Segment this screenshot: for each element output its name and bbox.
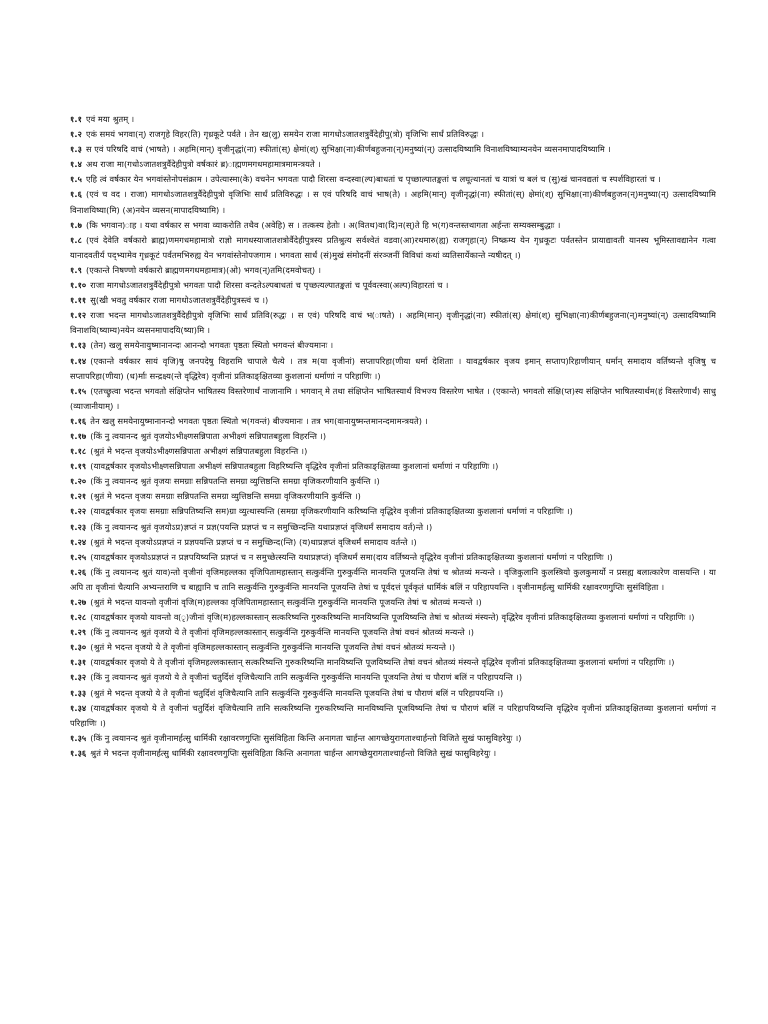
paragraph-text: (एतच्छ्रुत्वा भदन्त भगवतो संक्षिप्तेन भाषितस्य विस्तरेणार्थं नाजानामि । भगवान् मे तथा संक्षिप्तेन भाषितस्यार्थं विभज्य विस्तरेण भाषेत । (एकान्ते) भगवतो संक्षि(प्त)स्य संक्षिप्तेन भाषितस्यार्थम(हं विस्तरेणार्थं) साधु (व्याजानीयाम्) । bbox=[70, 385, 716, 411]
paragraph-number: १.२४ bbox=[70, 536, 87, 547]
paragraph-number: १.२० bbox=[70, 476, 87, 487]
paragraph-number: १.१६ bbox=[70, 415, 87, 426]
paragraph bbox=[70, 550, 716, 565]
paragraph-number: १.२१ bbox=[70, 491, 87, 502]
paragraph-text: तेन खलु समयेनायुष्मानानन्दो भगवतः पृष्ठतः स्थितो भ(गवन्तं) बीज्यमानः । तत्र भग(वानायुष्मन्तमानन्दमामन्त्रयते) । bbox=[90, 415, 428, 426]
paragraph-text: (यावद्वर्षकार वृजयो यावन्तो व(ृ)जीनां वृजि(म)हल्लकास्तान् सत्करिष्यन्ति गुरुकरिष्यन्ति मानयिष्यन्ति पूजयिष्यन्ति तेषां च श्रोतव्यं मंस्यन्ते) वृद्धिरेव वृजीनां प्रतिकाङ्क्षितव्या कुशलानां धर्माणां न परिहाणिः ।) bbox=[90, 612, 695, 623]
paragraph-text: (यावद्वर्षकार वृजयः समग्राः सन्निपतिष्यन्ति सम)ग्रा व्युत्थास्यन्ति (समग्रा वृजिकरणीयानि करिष्यन्ति वृद्धिरेव वृजीनां प्रतिकाङ्क्षितव्या कुशलानां धर्माणां न परिहाणिः ।) bbox=[90, 506, 573, 517]
paragraph-number: १.२८ bbox=[70, 612, 87, 623]
paragraph bbox=[70, 278, 716, 293]
paragraph-number: १.६ bbox=[70, 189, 82, 200]
paragraph bbox=[70, 655, 716, 670]
paragraph-number: १.२ bbox=[70, 129, 82, 140]
paragraph-number: १.२६ bbox=[70, 566, 87, 577]
paragraph bbox=[70, 459, 716, 474]
paragraph-text: (श्रुतं मे भदन्त यावन्तो वृजीनां वृजि(म)हल्लका वृजिपितामहास्तान् सत्कुर्वन्ति गुरुकुर्वन्ति मानयन्ति पूजयन्ति तेषां च श्रोतव्यं मन्यन्ते ।) bbox=[90, 597, 482, 607]
paragraph-text: (यावद्वर्षकार वृजयोऽप्रज्ञप्तं न प्रज्ञपयिष्यन्ति प्रज्ञप्तं च न समुच्छेत्स्यन्ति यथाप्रज्ञप्तं) वृजिधर्मं समा(दाय वर्तिष्यन्ते वृद्धिरेव वृजीनां प्रतिकाङ्क्षितव्या कुशलानां धर्माणां न परिहाणिः ।) bbox=[90, 551, 613, 562]
paragraph-text: (किं नु त्वयानन्द श्रुतं याव)न्तो वृजीनां वृजिमहल्लका वृजिपितामहास्तान् सत्कुर्वन्ति गुरुकुर्वन्ति मानयन्ति पूजयन्ति तेषां च श्रोतव्यं मन्यन्ते । वृजिकुलानि कुलस्त्रियो कुलकुमार्यो न प्रसह्य बलात्कारेण वासयन्ति । या अपि ता वृजीनां चैत्यानि अभ्यन्तराणि च बाह्यानि च तानि सत्कुर्वन्ति गुरुकुर्वन्ति मानयन्ति पूजयन्ति तेषां च पूर्वदत्तं पूर्वकृतं धार्मिकं बलिं न परिहापयन्ति । वृजीनामर्हत्सु धार्मिकी रक्षावरणगुप्तिः सुसंविहिता । bbox=[70, 566, 716, 592]
paragraph bbox=[70, 187, 716, 217]
paragraph bbox=[70, 218, 716, 233]
paragraph-number: १.३० bbox=[70, 642, 87, 653]
paragraph bbox=[70, 731, 716, 746]
paragraph-text: राजा भदन्त मागधोऽजातशत्रुर्वैदेहीपुत्रो वृजिभिः सार्धं प्रतिवि(रुद्धः । स एवं) परिषदि वाचं भ(ाषते) । अहमि(मान्) वृजीनृद्धां(ना) स्फीतां(स्) क्षेमां(श्) सुभिक्षा(ना)कीर्णबहुजना(न्)मनुष्यां(न्) उत्सादयिष्यामि विनाशयि(ष्याम्य)नयेन व्यसनमापादयि(ष्या)मि । bbox=[70, 310, 716, 336]
paragraph-text: (यावद्वर्षकार वृजयोऽभीक्ष्णसन्निपाता अभीक्ष्णं सन्निपातबहुला विहरिष्यन्ति वृद्धिरेव वृजीनां प्रतिकाङ्क्षितव्या कुशलानां धर्माणां न परिहाणिः ।) bbox=[90, 461, 499, 472]
paragraph bbox=[70, 520, 716, 535]
paragraph-number: १.२३ bbox=[70, 521, 87, 532]
paragraph bbox=[70, 625, 716, 640]
paragraph bbox=[70, 233, 716, 263]
paragraph-text: (तेन) खलु समयेनायुष्मानानन्दः आनन्दो भगवतः पृष्ठतः स्थितो भगवन्तं बीज्यमानः । bbox=[90, 340, 334, 351]
paragraph-text: (किं नु त्वयानन्द श्रुतं वृजयः समग्राः सन्निपतन्ति समग्रा व्युत्तिष्ठन्ति समग्रा वृजिकरणीयानि कुर्वन्ति ।) bbox=[90, 476, 380, 487]
paragraph bbox=[70, 263, 716, 278]
paragraph-text: (एवं च वद । राजा) मागधोऽजातशत्रुर्वैदेहीपुत्रो वृजिभिः सार्धं प्रतिविरुद्धः । स एवं परिषदि वाचं भाष(ते) । अहमि(मान्) वृजीनृद्धां(ना) स्फीतां(स्) क्षेमां(श्) सुभिक्षा(ना)कीर्णबहुजन(न्)मनुष्या(न्) उत्सादयिष्यामि विनाशयिष्या(मि) (अ)नयेन व्यसन(मापादयिष्यामि) । bbox=[70, 189, 716, 215]
paragraph-number: १.८ bbox=[70, 234, 82, 245]
paragraph-number: १.३१ bbox=[70, 657, 87, 668]
paragraph-text: (किं नु त्वयानन्द श्रुतं वृजीनामर्हत्सु धार्मिकी रक्षावरणगुप्तिः सुसंविहिता किन्ति अनागता चार्हन्त आगच्छेयुरागताश्चार्हन्तो विजिते सुखं फासुविहरेयुः ।) bbox=[90, 732, 522, 743]
paragraph bbox=[70, 293, 716, 308]
paragraph-text: स एवं परिषदि वाचं (भाषते) । अहमि(मान्) वृजीनृद्धां(ना) स्फीतां(स्) क्षेमां(श्) सुभिक्षा(ना)कीर्णबहुजना(न्)मनुष्यां(न्) उत्सादयिष्यामि विनाशयिष्याम्यनयेन व्यसनमापादयिष्यामि । bbox=[85, 144, 611, 155]
paragraph-text: राजा मागधोऽजातशत्रुर्वैदेहीपुत्रो भगवतः पादौ शिरसा वन्दतेऽल्पबाधतां च पृच्छत्यल्पातङ्कतां च पूर्ववत्स्वा(अल्प)विहारतां च । bbox=[90, 280, 449, 291]
paragraph-text: एहि त्वं वर्षकार येन भगवांस्तेनोपसंक्राम । उपेत्यास्मा(के) वचनेन भगवतः पादौ शिरसा वन्दस्वा(ल्प)बाधतां च पृच्छाल्पातङ्कतां च लघूत्थानतां च यात्रां च बलं च (सु)खं चानवद्यतां च स्पर्शविहारतां च । bbox=[85, 174, 661, 185]
paragraph-number: १.५ bbox=[70, 174, 82, 185]
paragraph-text: (किं नु त्वयानन्द श्रुतं वृजयोऽप्र)ज्ञप्तं न प्रज्ञ(पयन्ति प्रज्ञप्तं च न समुच्छिन्दन्ति यथाप्रज्ञप्तं वृजिधर्मं समादाय वर्त)न्ते ।) bbox=[90, 521, 433, 532]
paragraph-text: (यावद्वर्षकार वृजयो ये ते वृजीनां वृजिमहल्लकास्तान् सत्करिष्यन्ति गुरुकरिष्यन्ति मानयिष्यन्ति पूजयिष्यन्ति तेषां वचनं श्रोतव्यं मंस्यन्ते वृद्धिरेव वृजीनां प्रतिकाङ्क्षितव्या कुशलानां धर्माणां न परिहाणिः ।) bbox=[90, 657, 675, 668]
paragraph bbox=[70, 172, 716, 187]
paragraph-text: श्रुतं मे भदन्त वृजीनामर्हत्सु धार्मिकी रक्षावरणगुप्तिः सुसंविहिता किन्ति अनागता चार्हन्त आगच्छेयुरागताश्चार्हन्तो विजिते सुखं फासुविहरेयुः । bbox=[90, 747, 497, 758]
paragraph bbox=[70, 444, 716, 459]
paragraph bbox=[70, 429, 716, 444]
paragraph-number: १.१८ bbox=[70, 446, 87, 457]
paragraph-number: १.१४ bbox=[70, 355, 87, 366]
paragraph-text: (किं नु त्वयानन्द श्रुतं वृजयो ये ते वृजीनां वृजिमहल्लकास्तान् सत्कुर्वन्ति गुरुकुर्वन्ति मानयन्ति पूजयन्ति तेषां वचनं श्रोतव्यं मन्यन्ते ।) bbox=[90, 627, 474, 638]
paragraph-number: १.१३ bbox=[70, 340, 87, 351]
paragraph-number: १.१ bbox=[70, 114, 82, 124]
paragraph-number: १.३३ bbox=[70, 687, 87, 698]
paragraph bbox=[70, 489, 716, 504]
paragraph bbox=[70, 640, 716, 655]
paragraph-text: (किं नु त्वयानन्द श्रुतं वृजयोऽभीक्ष्णसन्निपाता अभीक्ष्णं सन्निपातबहुला विहरन्ति ।) bbox=[90, 430, 327, 441]
paragraph bbox=[70, 701, 716, 731]
paragraph-number: १.२२ bbox=[70, 506, 87, 517]
paragraph bbox=[70, 474, 716, 489]
paragraph-number: १.३६ bbox=[70, 747, 87, 758]
document-body bbox=[70, 112, 716, 761]
paragraph bbox=[70, 746, 716, 761]
paragraph-number: १.९ bbox=[70, 264, 82, 275]
paragraph-text: एकं समयं भगवा(न्) राजगृहे विहर(ति) गृध्रकूटे पर्वते । तेन ख(लु) समयेन राजा मागधोऽजातशत्रुर्वैदेहीपु(त्रो) वृजिभिः सार्धं प्रतिविरुद्धः । bbox=[85, 129, 485, 140]
paragraph bbox=[70, 504, 716, 519]
paragraph-number: १.३ bbox=[70, 144, 82, 155]
paragraph-text: (श्रुतं मे भदन्त वृजयोऽप्रज्ञप्तं न प्रज्ञपयन्ति प्रज्ञप्तं च न समुच्छिन्द(न्ति) (य)थाप्रज्ञप्तं वृजिधर्मं समादाय वर्तन्ते ।) bbox=[90, 536, 417, 547]
paragraph-text: (श्रुतं मे भदन्त वृजयोऽभीक्ष्णसन्निपाता अभीक्ष्णं सन्निपातबहुला विहरन्ति ।) bbox=[90, 446, 308, 457]
paragraph bbox=[70, 535, 716, 550]
paragraph-number: १.१५ bbox=[70, 385, 87, 396]
paragraph-number: १.७ bbox=[70, 219, 82, 230]
paragraph-number: १.१० bbox=[70, 280, 87, 291]
paragraph-number: १.३२ bbox=[70, 672, 87, 683]
paragraph-text: (श्रुतं मे भदन्त वृजयः समग्राः सन्निपतन्ति समग्रा व्युत्तिष्ठन्ति समग्रा वृजिकरणीयानि कुर्वन्ति ।) bbox=[90, 491, 361, 502]
paragraph-text: (एवं देवेति वर्षकारो ब्राह्म)णमगधमहामात्रो राज्ञो मागधस्याजातशत्रोर्वैदेहीपुत्रस्य प्रतिश्रुत्य सर्वश्वेतं वडवा(आ)रथमारु(ह्य) राजगृहा(न्) निष्क्रम्य येन गृध्रकूटः पर्वतस्तेन प्रायाद्यावती यानस्य भूमिस्तावद्यानेन गत्वा यानादवतीर्य पद्भ्यामेव गृध्रकूटं पर्वतमभिरुह्य येन भगवांस्तेनोपजगाम । भगवता सार्धं (सं)मुखं संमोदनीं संरञ्जनीं विविधां कथां व्यतिसार्येकान्ते न्यषीदत् ।) bbox=[70, 234, 716, 260]
paragraph bbox=[70, 354, 716, 384]
paragraph bbox=[70, 670, 716, 685]
paragraph-number: १.४ bbox=[70, 159, 82, 170]
paragraph-number: १.११ bbox=[70, 295, 87, 306]
paragraph-text: (एकान्ते निषण्णो वर्षकारो ब्राह्मणमगधमहामात्र)(ओ) भगव(न्)तमि(दमवोचत्) । bbox=[85, 264, 322, 275]
paragraph bbox=[70, 384, 716, 414]
paragraph bbox=[70, 142, 716, 157]
paragraph-text: एवं मया श्रुतम् । bbox=[85, 114, 135, 124]
paragraph bbox=[70, 338, 716, 353]
paragraph bbox=[70, 610, 716, 625]
paragraph-text: (कि भगवान)ाह । यथा वर्षकार स भगवा व्याकरोति तथैव (अवेहि) स । तत्कस्य हेतोः । अ(वितथ)वा(दि)न(स्)ते हि भ(ग)वन्तस्तथागता अर्हन्तः सम्यक्सम्बुद्धाः । bbox=[85, 219, 561, 230]
paragraph bbox=[70, 127, 716, 142]
paragraph bbox=[70, 157, 716, 172]
paragraph-number: १.२५ bbox=[70, 551, 87, 562]
paragraph-text: सु(खी भवतु वर्षकार राजा मागधोऽजातशत्रुर्वैदेहीपुत्रस्त्वं च ।) bbox=[90, 295, 269, 306]
paragraph-text: (एकान्ते वर्षकार सायं वृजि)षु जनपदेषु विहरामि चापाले चैत्ये । तत्र म(या वृजीनां) सप्तापरिहा(णीया धर्मा देशिताः । यावद्वर्षकार वृजय इमान् सप्ताप)रिहाणीयान् धर्मान् समादाय वर्तिष्यन्ते वृजिषु च सप्तापरिहा(णीया) (ध)र्माः सन्द्रक्ष्य(न्ते वृद्धिरेव) वृजीनां प्रतिकाङ्क्षितव्या कुशलानां धर्माणां न परिहाणिः ।) bbox=[70, 355, 716, 381]
paragraph bbox=[70, 686, 716, 701]
paragraph-text: (श्रुतं मे भदन्त वृजयो ये ते वृजीनां चतुर्दिशं वृजिचैत्यानि तानि सत्कुर्वन्ति गुरुकुर्वन्ति मानयन्ति पूजयन्ति तेषां च पौराणं बलिं न परिहापयन्ति ।) bbox=[90, 687, 504, 698]
paragraph-number: १.३४ bbox=[70, 702, 87, 713]
paragraph bbox=[70, 414, 716, 429]
paragraph bbox=[70, 565, 716, 595]
paragraph-number: १.३५ bbox=[70, 732, 87, 743]
paragraph-number: १.२७ bbox=[70, 597, 87, 607]
paragraph bbox=[70, 308, 716, 338]
paragraph-number: १.२९ bbox=[70, 627, 87, 638]
paragraph bbox=[70, 595, 716, 610]
paragraph-text: (किं नु त्वयानन्द श्रुतं वृजयो ये ते वृजीनां चतुर्दिशं वृजिचैत्यानि तानि सत्कुर्वन्ति गुरुकुर्वन्ति मानयन्ति पूजयन्ति तेषां च पौराणं बलिं न परिहापयन्ति ।) bbox=[90, 672, 523, 683]
paragraph-number: १.१२ bbox=[70, 310, 87, 321]
paragraph-text: (श्रुतं मे भदन्त वृजयो ये ते वृजीनां वृजिमहल्लकास्तान् सत्कुर्वन्ति गुरुकुर्वन्ति मानयन्ति पूजयन्ति तेषां वचनं श्रोतव्यं मन्यन्ते ।) bbox=[90, 642, 456, 653]
paragraph-number: १.१७ bbox=[70, 430, 87, 441]
paragraph-text: (यावद्वर्षकार वृजयो ये ते वृजीनां चतुर्दिशं वृजिचैत्यानि तानि सत्करिष्यन्ति गुरुकरिष्यन्ति मानयिष्यन्ति पूजयिष्यन्ति तेषां च पौराणं बलिं न परिहापयिष्यन्ति वृद्धिरेव वृजीनां प्रतिकाङ्क्षितव्या कुशलानां धर्माणां न परिहाणिः ।) bbox=[70, 702, 716, 728]
paragraph-number: १.१९ bbox=[70, 461, 87, 472]
paragraph bbox=[70, 112, 716, 127]
paragraph-text: अथ राजा मा(गधोऽजातशत्रुर्वैदेहीपुत्रो वर्षकारं ब्र)ाह्मणमगधमहामात्रमामन्त्रयते । bbox=[85, 159, 321, 170]
